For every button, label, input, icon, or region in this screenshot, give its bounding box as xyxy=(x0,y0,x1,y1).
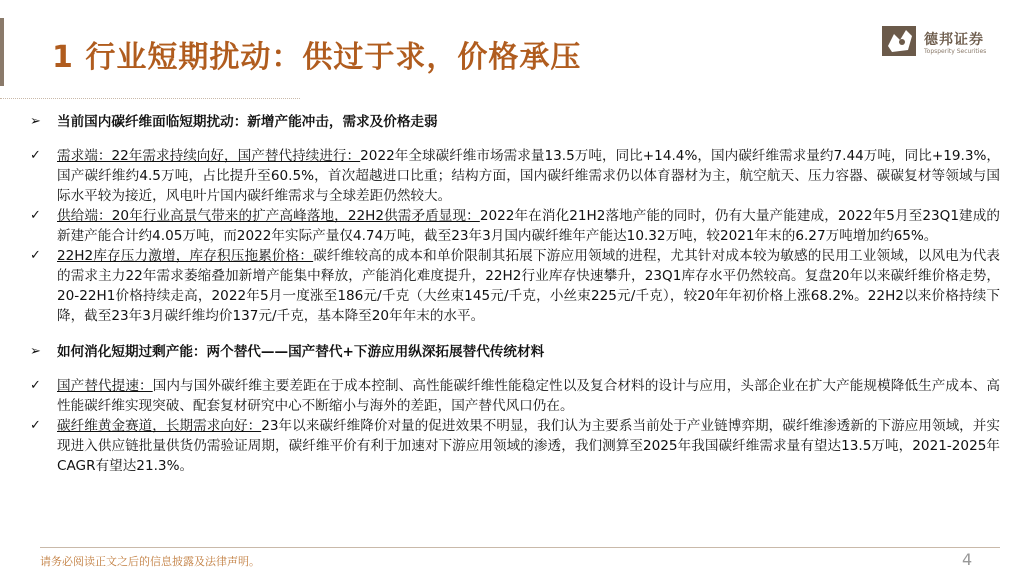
checkmark-icon: ✓ xyxy=(30,418,41,433)
bullet-item xyxy=(30,416,1000,476)
arrow-icon: ➢ xyxy=(30,114,41,129)
company-logo xyxy=(880,22,1000,66)
footer-disclaimer: 请务必阅读正文之后的信息披露及法律声明。 xyxy=(40,555,260,568)
bullet-item xyxy=(30,206,1000,246)
checkmark-icon: ✓ xyxy=(30,148,41,163)
bullet-text: 23年以来碳纤维降价对量的促进效果不明显，我们认为主要系当前处于产业链博弈期，碳纤维渗透新的下游应用领域，并实现进入供应链批量供货仍需验证周期，碳纤维平价有利于加速对下游应用领域的渗透，我们测算至2025年我国碳纤维需求量有望达13.5万吨，2021-2025年CAGR有望达21.3%。 xyxy=(57,418,1001,474)
title-accent-bar xyxy=(0,18,4,86)
bullet-lead: 需求端：22年需求持续向好，国产替代持续进行： xyxy=(57,148,361,164)
section-heading-text: 如何消化短期过剩产能：两个替代——国产替代+下游应用纵深拓展替代传统材料 xyxy=(57,344,545,360)
bullet-lead: 碳纤维黄金赛道，长期需求向好： xyxy=(57,418,262,434)
page-title: 1 行业短期扰动：供过于求，价格承压 xyxy=(52,40,582,75)
footer-divider xyxy=(40,547,1000,548)
bullet-item xyxy=(30,376,1000,416)
page-number: 4 xyxy=(962,550,973,569)
checkmark-icon: ✓ xyxy=(30,208,41,223)
arrow-icon: ➢ xyxy=(30,344,41,359)
bullet-text: 2022年全球碳纤维市场需求量13.5万吨，同比+14.4%，国内碳纤维需求量约7.44万吨，同比+19.3%，国产碳纤维约4.5万吨，占比提升至60.5%，首次超越进口比重；结构方面，国内碳纤维需求仍以体育器材为主，航空航天、压力容器、碳碳复材等领域与国际水平较为接近，风电叶片国内碳纤维需求与全球差距仍然较大。 xyxy=(57,148,1001,204)
section-heading-text: 当前国内碳纤维面临短期扰动：新增产能冲击，需求及价格走弱 xyxy=(57,114,438,130)
section-heading xyxy=(30,112,1000,132)
logo-subtext: Topsperity Securities xyxy=(924,48,987,55)
logo-icon xyxy=(880,22,920,62)
checkmark-icon: ✓ xyxy=(30,248,41,263)
checkmark-icon: ✓ xyxy=(30,378,41,393)
title-divider xyxy=(0,98,300,99)
slide-content xyxy=(30,112,1000,476)
bullet-text: 国内与国外碳纤维主要差距在于成本控制、高性能碳纤维性能稳定性以及复合材料的设计与应用，头部企业在扩大产能规模降低生产成本、高性能碳纤维实现突破、配套复材研究中心不断缩小与海外的差距，国产替代风口仍在。 xyxy=(57,378,1001,414)
bullet-text: 2022年在消化21H2落地产能的同时，仍有大量产能建成，2022年5月至23Q1建成的新建产能合计约4.05万吨，而2022年实际产量仅4.74万吨，截至23年3月国内碳纤维年产能达10.32万吨，较2021年末的6.27万吨增加约65%。 xyxy=(57,208,1000,244)
logo-text: 德邦证券 xyxy=(924,32,984,48)
bullet-lead: 22H2库存压力激增，库存积压拖累价格： xyxy=(57,248,314,264)
bullet-item xyxy=(30,146,1000,206)
bullet-lead: 供给端：20年行业高景气带来的扩产高峰落地，22H2供需矛盾显现： xyxy=(57,208,480,224)
section-heading xyxy=(30,342,1000,362)
bullet-lead: 国产替代提速： xyxy=(57,378,153,394)
bullet-text: 碳纤维较高的成本和单价限制其拓展下游应用领域的进程，尤其针对成本较为敏感的民用工业领域，以风电为代表的需求主力22年需求萎缩叠加新增产能集中释放，产能消化难度提升，22H2行业库存快速攀升，23Q1库存水平仍然较高。复盘20年以来碳纤维价格走势，20-22H1价格持续走高，2022年5月一度涨至186元/千克（大丝束145元/千克，小丝束225元/千克），较20年年初价格上涨68.2%。22H2以来价格持续下降，截至23年3月碳纤维均价137元/千克，基本降至20年年末的水平。 xyxy=(57,248,1000,324)
bullet-item xyxy=(30,246,1000,326)
